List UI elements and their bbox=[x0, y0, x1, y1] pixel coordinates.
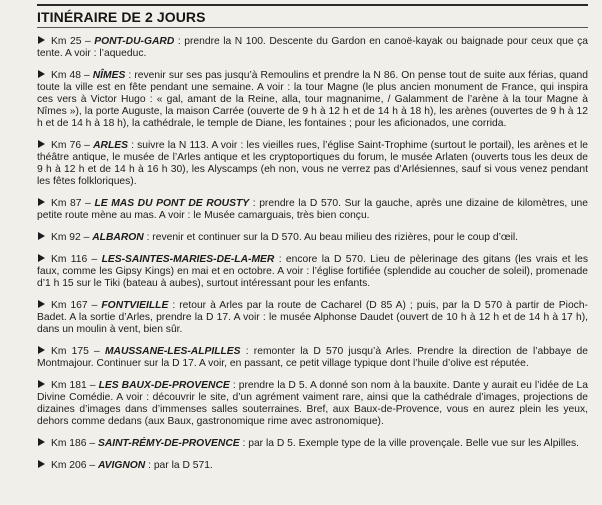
itinerary-entry bbox=[37, 254, 588, 290]
arrow-right-icon bbox=[38, 380, 45, 388]
entry-place: LES-SAINTES-MARIES-DE-LA-MER bbox=[101, 254, 275, 266]
entry-km: Km 48 – bbox=[51, 70, 90, 82]
entry-place: AVIGNON bbox=[97, 460, 146, 472]
entry-place: MAUSSANE-LES-ALPILLES bbox=[104, 346, 241, 358]
entry-text: : par la D 5. Exemple type de la ville provençale. Belle vue sur les Alpilles. bbox=[239, 438, 580, 450]
entry-km: Km 181 – bbox=[51, 380, 96, 392]
entry-text: : revenir et continuer sur la D 570. Au beau milieu des rizières, pour le coup d’œil. bbox=[143, 231, 519, 243]
entry-km: Km 87 – bbox=[51, 197, 91, 209]
itinerary-entry bbox=[37, 300, 588, 336]
title-bar bbox=[37, 4, 588, 28]
entry-text: : par la D 571. bbox=[145, 460, 213, 472]
arrow-right-icon bbox=[38, 346, 45, 354]
arrow-right-icon bbox=[38, 254, 45, 262]
itinerary-entry bbox=[37, 346, 588, 370]
entry-km: Km 116 – bbox=[51, 254, 98, 266]
top-rule bbox=[37, 4, 588, 6]
itinerary-entry bbox=[37, 198, 588, 222]
arrow-right-icon bbox=[38, 232, 45, 240]
entry-km: Km 25 – bbox=[51, 36, 91, 47]
arrow-right-icon bbox=[38, 140, 45, 148]
entry-text: : remonter la D 570 jusqu’à Arles. Prendre la direction de l’abbaye de Montmajour. Continuer sur la D 17. A voir, en passant, ce petit village typique dont l’huile d’olive est réputée. bbox=[37, 346, 588, 370]
arrow-right-icon bbox=[38, 36, 45, 44]
arrow-right-icon bbox=[38, 198, 45, 206]
entry-place: SAINT-RÉMY-DE-PROVENCE bbox=[97, 438, 240, 450]
itinerary-entry bbox=[37, 380, 588, 428]
entry-text: : prendre la N 100. Descente du Gardon en canoë-kayak ou baignade pour ceux que ça tente. A voir : l’aqueduc. bbox=[37, 36, 588, 59]
entry-km: Km 167 – bbox=[51, 300, 98, 312]
entry-place: NÎMES bbox=[92, 70, 126, 82]
entry-text: : encore la D 570. Lieu de pèlerinage des gitans (les vrais et les faux, comme les Gipsy Kings) en mai et en octobre. A voir : l’église fortifiée (splendide au coucher de soleil), promenade d’1 h 15 sur le Tiki (bateau à aubes), surtout intéressant pour les enfants. bbox=[37, 254, 588, 289]
entry-text: : suivre la N 113. A voir : les vieilles rues, l’église Saint-Trophime (surtout le portail), les arènes et le théâtre antique, le musée de l’Arles antique et les cryptoportiques du forum, le musée Arlaten (ouverts tous les deux de 9 h à 12 h et de 14 h à 16 h 30), les Alyscamps (eh non, vous ne verrez pas d’Arlésiennes, sauf si vous venez pendant les fêtes folkloriques). bbox=[37, 139, 588, 187]
itinerary-list bbox=[37, 36, 588, 472]
entry-place: LES BAUX-DE-PROVENCE bbox=[98, 380, 230, 392]
bottom-rule bbox=[37, 27, 588, 28]
page-title: ITINÉRAIRE DE 2 JOURS bbox=[37, 9, 206, 25]
entry-text: : revenir sur ses pas jusqu’à Remoulins et prendre la N 86. On pense tout de suite aux férias, quand toute la ville est en fête pendant une semaine. A voir : la tour Magne (le plus ancien monument de France, qui inspira ces vers à Victor Hugo : « gal, amant de la Reine, alla, tour magnanime, / Galamment de l’arène à la tour Magne à Nîmes »), la porte Auguste, la maison Carrée (ouverte de 9 h à 12 h et de 14 h à 18 h), les arènes (ouvertes de 9 h à 12 h et de 14 h à 18 h), la cathédrale, le temple de Diane, les fontaines ; pour les aficionados, une corrida. bbox=[37, 70, 588, 129]
itinerary-entry bbox=[37, 36, 588, 60]
entry-km: Km 186 – bbox=[51, 438, 96, 450]
entry-place: LE MAS DU PONT DE ROUSTY bbox=[94, 197, 250, 209]
arrow-right-icon bbox=[38, 460, 45, 468]
entry-km: Km 76 – bbox=[51, 139, 90, 151]
entry-text: : retour à Arles par la route de Cacharel (D 85 A) ; puis, par la D 570 à partir de Pioch-Badet. A la sortie d’Arles, prendre la D 17. A voir : le musée Alphonse Daudet (ouvert de 10 h à 12 h et de 14 h à 17 h), dans un moulin à vent, bien sûr. bbox=[37, 300, 588, 335]
arrow-right-icon bbox=[38, 70, 45, 78]
entry-place: PONT-DU-GARD bbox=[94, 36, 175, 47]
arrow-right-icon bbox=[38, 300, 45, 308]
entry-place: FONTVIEILLE bbox=[101, 300, 169, 312]
itinerary-entry bbox=[37, 460, 588, 472]
itinerary-entry bbox=[37, 232, 588, 244]
itinerary-entry bbox=[37, 70, 588, 130]
entry-km: Km 206 – bbox=[51, 460, 96, 472]
entry-place: ARLES bbox=[93, 139, 128, 151]
arrow-right-icon bbox=[38, 438, 45, 446]
itinerary-entry bbox=[37, 140, 588, 188]
entry-km: Km 92 – bbox=[51, 231, 90, 243]
entry-km: Km 175 – bbox=[51, 346, 100, 358]
entry-text: : prendre la D 570. Sur la gauche, après une dizaine de kilomètres, une petite route mène au mas. A voir : le Musée camarguais, très bien conçu. bbox=[37, 197, 589, 221]
entry-place: ALBARON bbox=[92, 231, 144, 243]
itinerary-entry bbox=[37, 438, 588, 450]
entry-text: : prendre la D 5. A donné son nom à la bauxite. Dante y aurait eu l’idée de La Divine Comédie. A voir : découvrir le site, d’un agrément vaiment rare, ainsi que la cathédrale d’images, projections de dizaines d’images dans d’immenses salles souterraines. Bref, aux Baux-de-Provence, vous en aurez plein les yeux, dehors comme dedans (aux Baux, gastronomique rime avec astronomique). bbox=[37, 380, 588, 428]
